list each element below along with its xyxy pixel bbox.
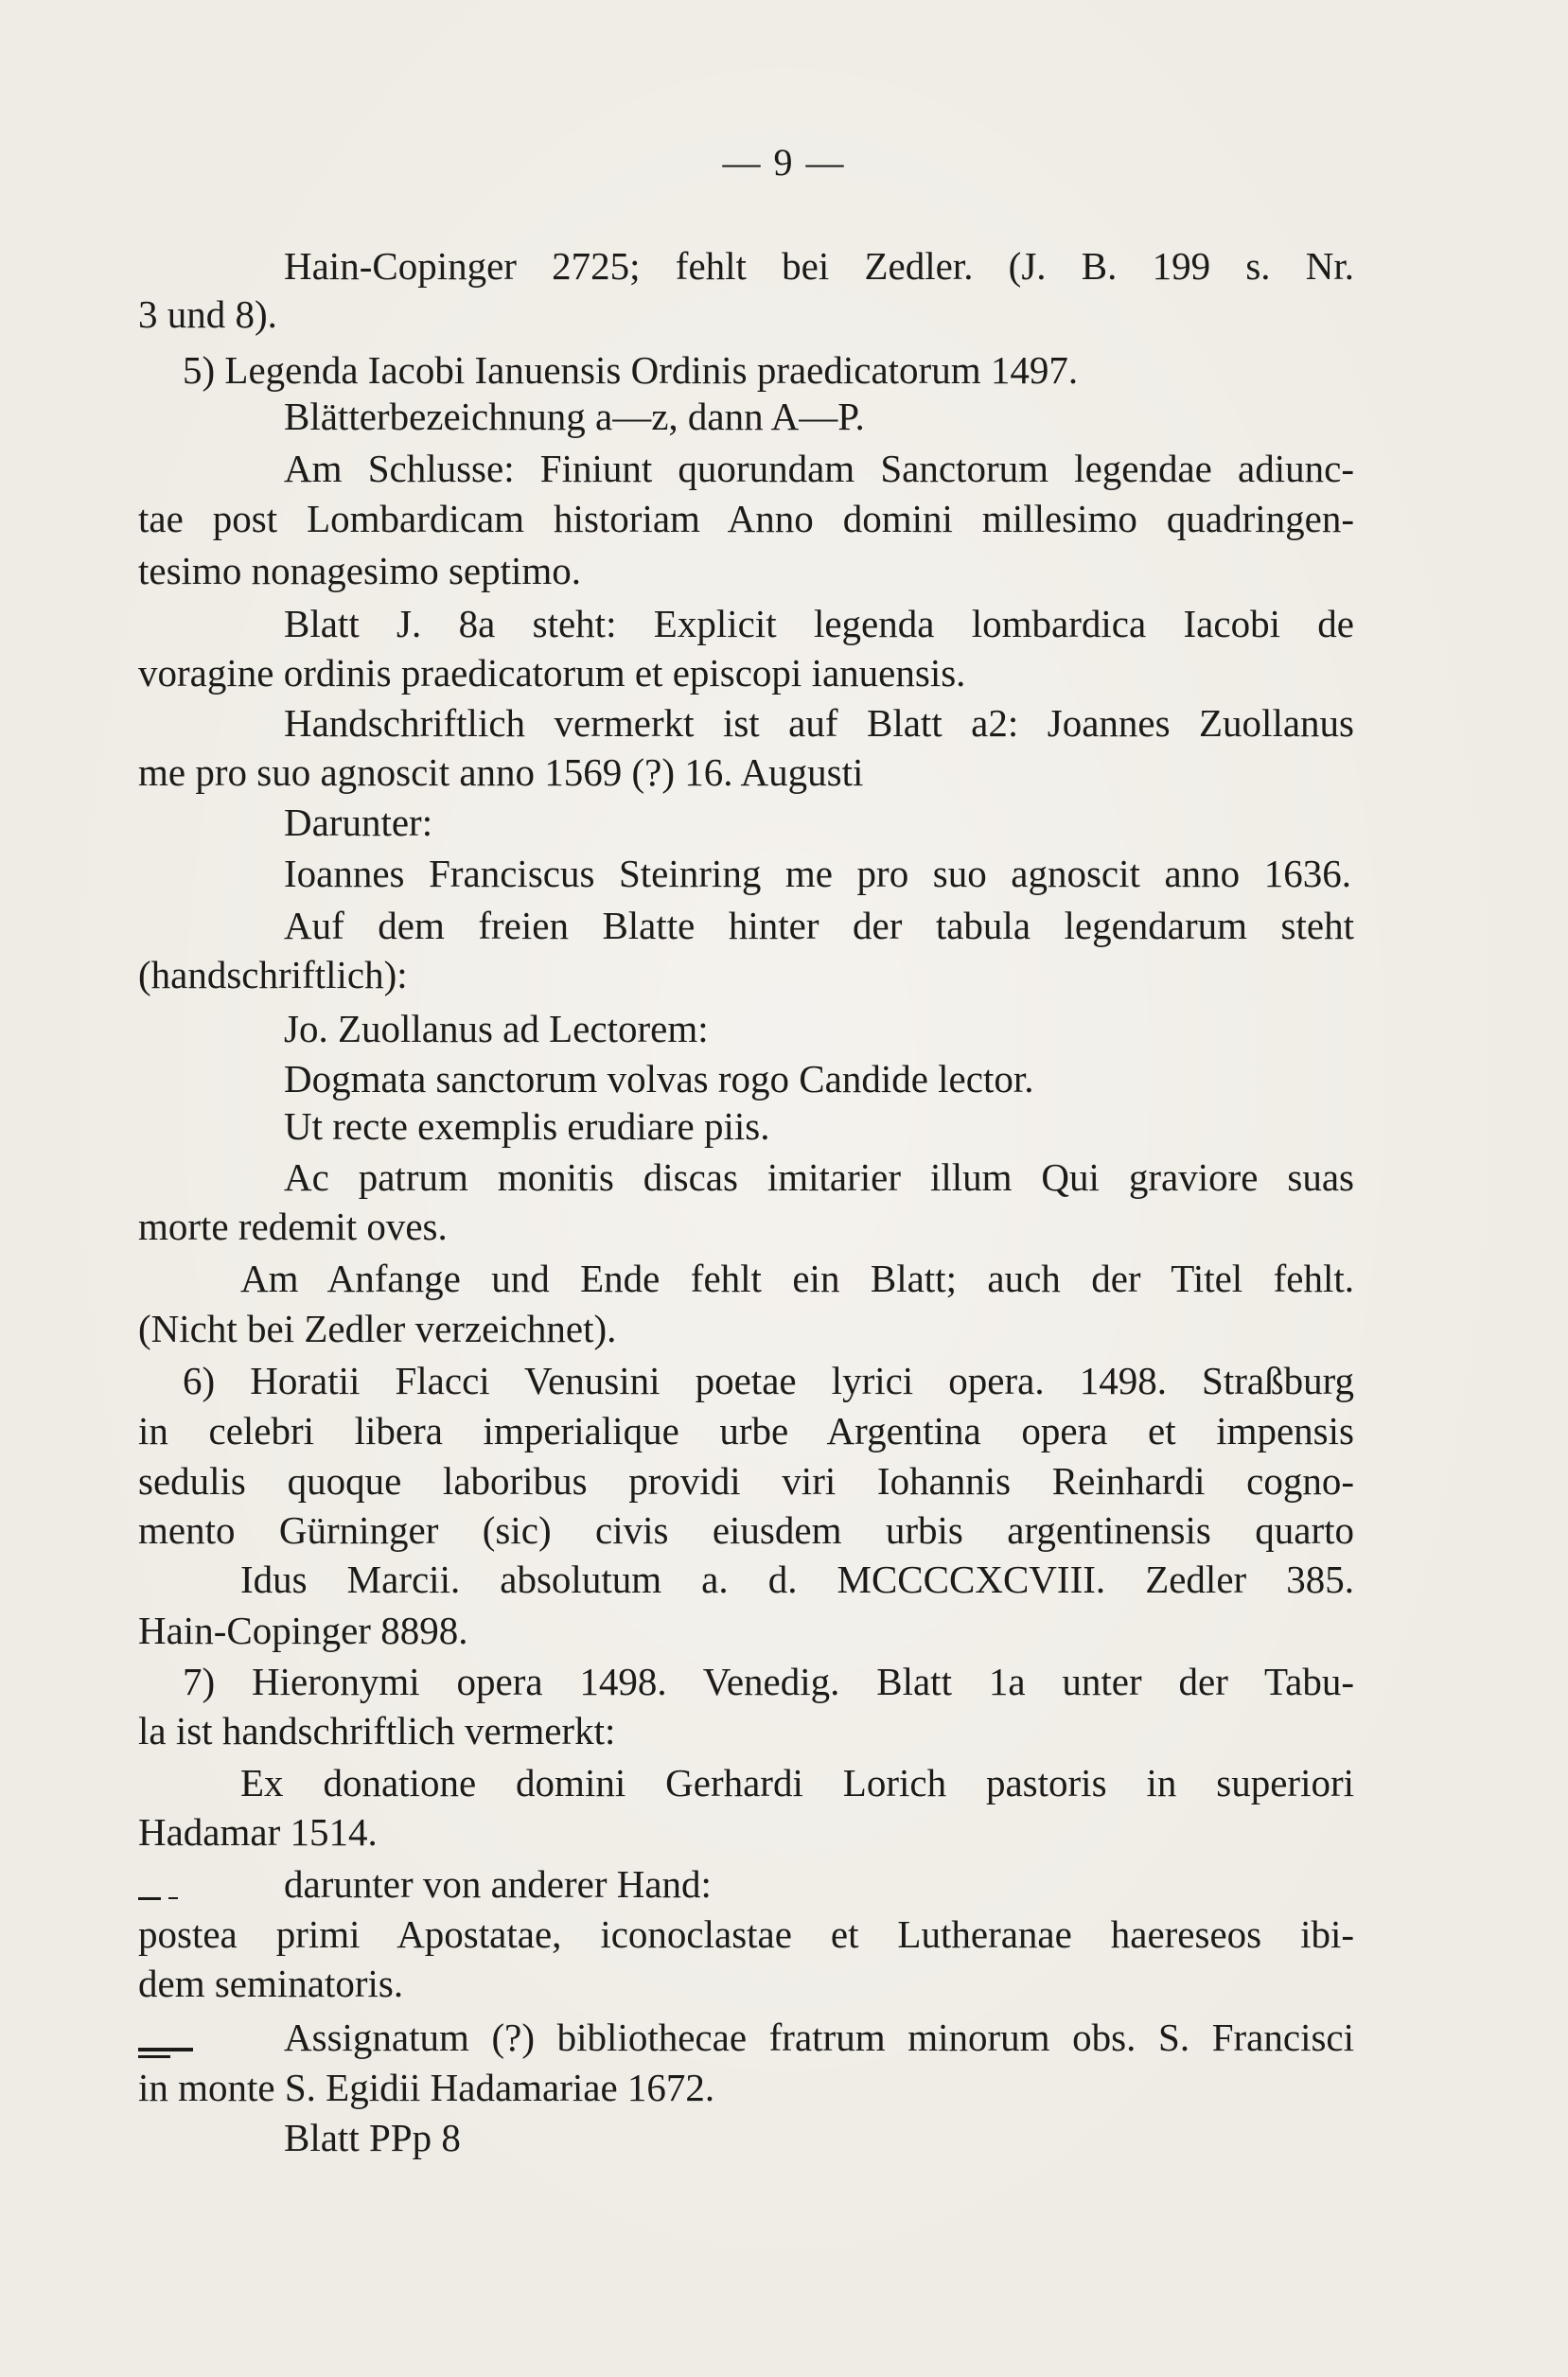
- entry-heading-5: 5) Legenda Iacobi Ianuensis Ordinis praedicatorum 1497.: [183, 348, 1079, 392]
- text-line: tae post Lombardicam historiam Anno domini millesimo quadringen-: [138, 497, 1354, 540]
- page-number: — 9 —: [722, 141, 846, 184]
- text-line: Am Schlusse: Finiunt quorundam Sanctorum legendae adiunc-: [284, 447, 1354, 490]
- text-line: Auf dem freien Blatte hinter der tabula legendarum steht: [284, 904, 1354, 947]
- text-line: postea primi Apostatae, iconoclastae et Lutheranae haereseos ibi-: [138, 1912, 1354, 1956]
- text-line: Hain-Copinger 2725; fehlt bei Zedler. (J. B. 199 s. Nr.: [284, 244, 1354, 288]
- text-line: darunter von anderer Hand:: [284, 1862, 712, 1906]
- margin-mark: [138, 2048, 193, 2051]
- text-line: Hain-Copinger 8898.: [138, 1609, 468, 1652]
- text-line: me pro suo agnoscit anno 1569 (?) 16. Augusti: [138, 750, 864, 794]
- text-line: sedulis quoque laboribus providi viri Iohannis Reinhardi cogno-: [138, 1459, 1354, 1503]
- margin-mark: [138, 2055, 170, 2058]
- text-line: Ioannes Franciscus Steinring me pro suo agnoscit anno 1636.: [284, 852, 1351, 895]
- text-line: Ut recte exemplis erudiare piis.: [284, 1104, 770, 1148]
- text-line: morte redemit oves.: [138, 1205, 448, 1248]
- text-line: la ist handschriftlich vermerkt:: [138, 1709, 616, 1752]
- text-line: Blatt PPp 8: [284, 2116, 461, 2159]
- text-line: Blätterbezeichnung a—z, dann A—P.: [284, 395, 865, 438]
- text-line: Darunter:: [284, 801, 433, 844]
- text-line: Ex donatione domini Gerhardi Lorich pastoris in superiori: [240, 1761, 1354, 1805]
- text-line: Handschriftlich vermerkt ist auf Blatt a2: Joannes Zuollanus: [284, 701, 1354, 745]
- text-line: Hadamar 1514.: [138, 1810, 378, 1854]
- text-line: 3 und 8).: [138, 292, 277, 336]
- margin-mark: [168, 1897, 178, 1899]
- text-line: in celebri libera imperialique urbe Argentina opera et impensis: [138, 1409, 1354, 1453]
- text-line: voragine ordinis praedicatorum et episcopi ianuensis.: [138, 651, 966, 695]
- text-line: Am Anfange und Ende fehlt ein Blatt; auch der Titel fehlt.: [240, 1257, 1354, 1300]
- text-line: (Nicht bei Zedler verzeichnet).: [138, 1307, 617, 1350]
- text-line: Assignatum (?) bibliothecae fratrum minorum obs. S. Francisci: [284, 2016, 1354, 2059]
- margin-mark: [138, 1897, 161, 1900]
- text-line: dem seminatoris.: [138, 1962, 404, 2005]
- entry-heading-6: 6) Horatii Flacci Venusini poetae lyrici opera. 1498. Straßburg: [183, 1359, 1354, 1402]
- entry-heading-7: 7) Hieronymi opera 1498. Venedig. Blatt 1a unter der Tabu-: [183, 1660, 1354, 1703]
- text-line: Ac patrum monitis discas imitarier illum Qui graviore suas: [284, 1155, 1354, 1199]
- text-line: Dogmata sanctorum volvas rogo Candide lector.: [284, 1057, 1034, 1100]
- text-line: Blatt J. 8a steht: Explicit legenda lombardica Iacobi de: [284, 602, 1354, 645]
- text-line: mento Gürninger (sic) civis eiusdem urbis argentinensis quarto: [138, 1508, 1354, 1552]
- text-line: in monte S. Egidii Hadamariae 1672.: [138, 2066, 715, 2109]
- text-line: Jo. Zuollanus ad Lectorem:: [284, 1007, 709, 1050]
- text-line: (handschriftlich):: [138, 953, 408, 996]
- text-line: tesimo nonagesimo septimo.: [138, 549, 582, 592]
- text-line: Idus Marcii. absolutum a. d. MCCCCXCVIII. Zedler 385.: [240, 1558, 1354, 1601]
